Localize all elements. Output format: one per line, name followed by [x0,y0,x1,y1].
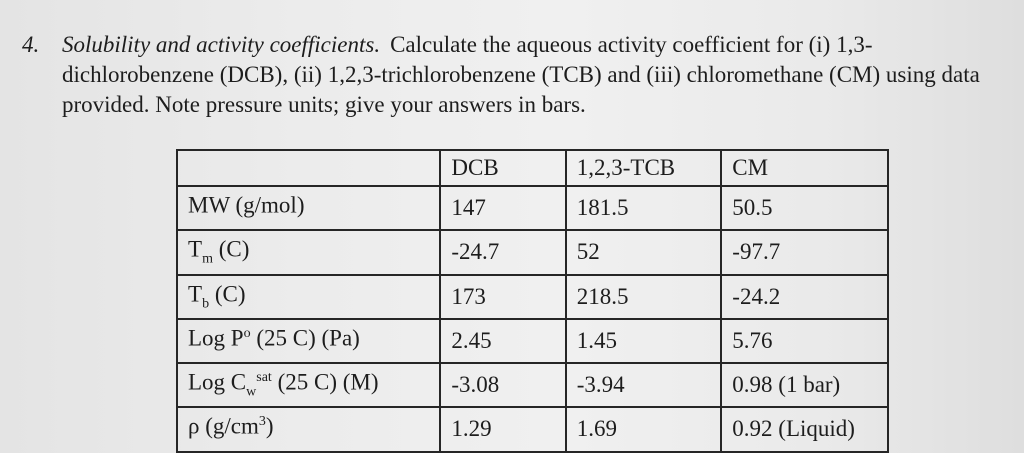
row-label [177,319,440,363]
row-label [177,186,440,230]
header-cell-blank [177,150,440,186]
row-label-main: MW (g/mol) [188,192,305,218]
row-label [177,363,440,407]
value-cell-tcb: -3.94 [566,363,722,407]
value-cell-tcb: 218.5 [566,275,722,319]
value-cell-cm: -24.2 [721,275,888,319]
row-label-sub: w [246,384,257,400]
row-label [177,407,440,451]
value-cell-cm: 0.92 (Liquid) [721,407,888,451]
table-row [177,319,888,363]
row-label-tail: (C) [209,281,246,307]
row-label [177,275,440,319]
value-cell-dcb: 2.45 [440,319,565,363]
row-label-tail: (C) [212,236,250,262]
value-cell-dcb: 147 [440,186,565,230]
header-cell-cm: CM [721,150,888,186]
value-cell-tcb: 1.45 [566,319,722,363]
row-label-sup: sat [256,370,272,385]
row-label-sub: b [202,295,210,311]
question-number: 4. [22,32,40,57]
header-cell-tcb: 1,2,3-TCB [566,150,722,186]
question-text: Calculate the aqueous activity coefficient for (i) 1,3-dichlorobenzene (DCB), (ii) 1,2,3-trichlorobenzene (TCB) and (iii) chloromethane (CM) using data provided. Note pressure units; give your answers in bars. [62,32,980,117]
value-cell-dcb: -24.7 [440,230,565,274]
question-body [62,30,1012,120]
value-cell-cm: -97.7 [721,230,888,274]
row-label-tail: (25 C) (Pa) [250,325,360,351]
question-title: Solubility and activity coefficients. [62,32,381,57]
row-label-main: Log P [188,325,244,351]
value-cell-dcb: 1.29 [440,407,565,451]
table-row [177,363,888,407]
row-label-sup: o [243,325,251,341]
value-cell-cm: 0.98 (1 bar) [721,363,888,407]
row-label-tail: ) [265,413,274,439]
table-row [177,186,888,230]
value-cell-cm: 50.5 [721,186,888,230]
row-label [177,230,440,274]
table-row [177,275,888,319]
table-row [177,407,888,451]
value-cell-tcb: 1.69 [566,407,722,451]
question-block [22,30,1012,120]
value-cell-dcb: -3.08 [440,363,565,407]
row-label-sup: 3 [258,414,266,430]
row-label-tail: (25 C) (M) [271,369,379,395]
row-label-main: T [188,236,203,262]
value-cell-cm: 5.76 [721,319,888,363]
value-cell-dcb: 173 [440,275,565,319]
row-label-main: T [188,281,203,307]
value-cell-tcb: 52 [566,230,722,274]
table-row [177,230,888,274]
table-header-row [177,150,888,186]
row-label-main: ρ (g/cm [188,413,259,439]
header-cell-dcb: DCB [440,150,565,186]
data-table [176,149,889,453]
row-label-sub: m [202,251,213,267]
row-label-main: Log C [188,369,247,395]
value-cell-tcb: 181.5 [566,186,722,230]
